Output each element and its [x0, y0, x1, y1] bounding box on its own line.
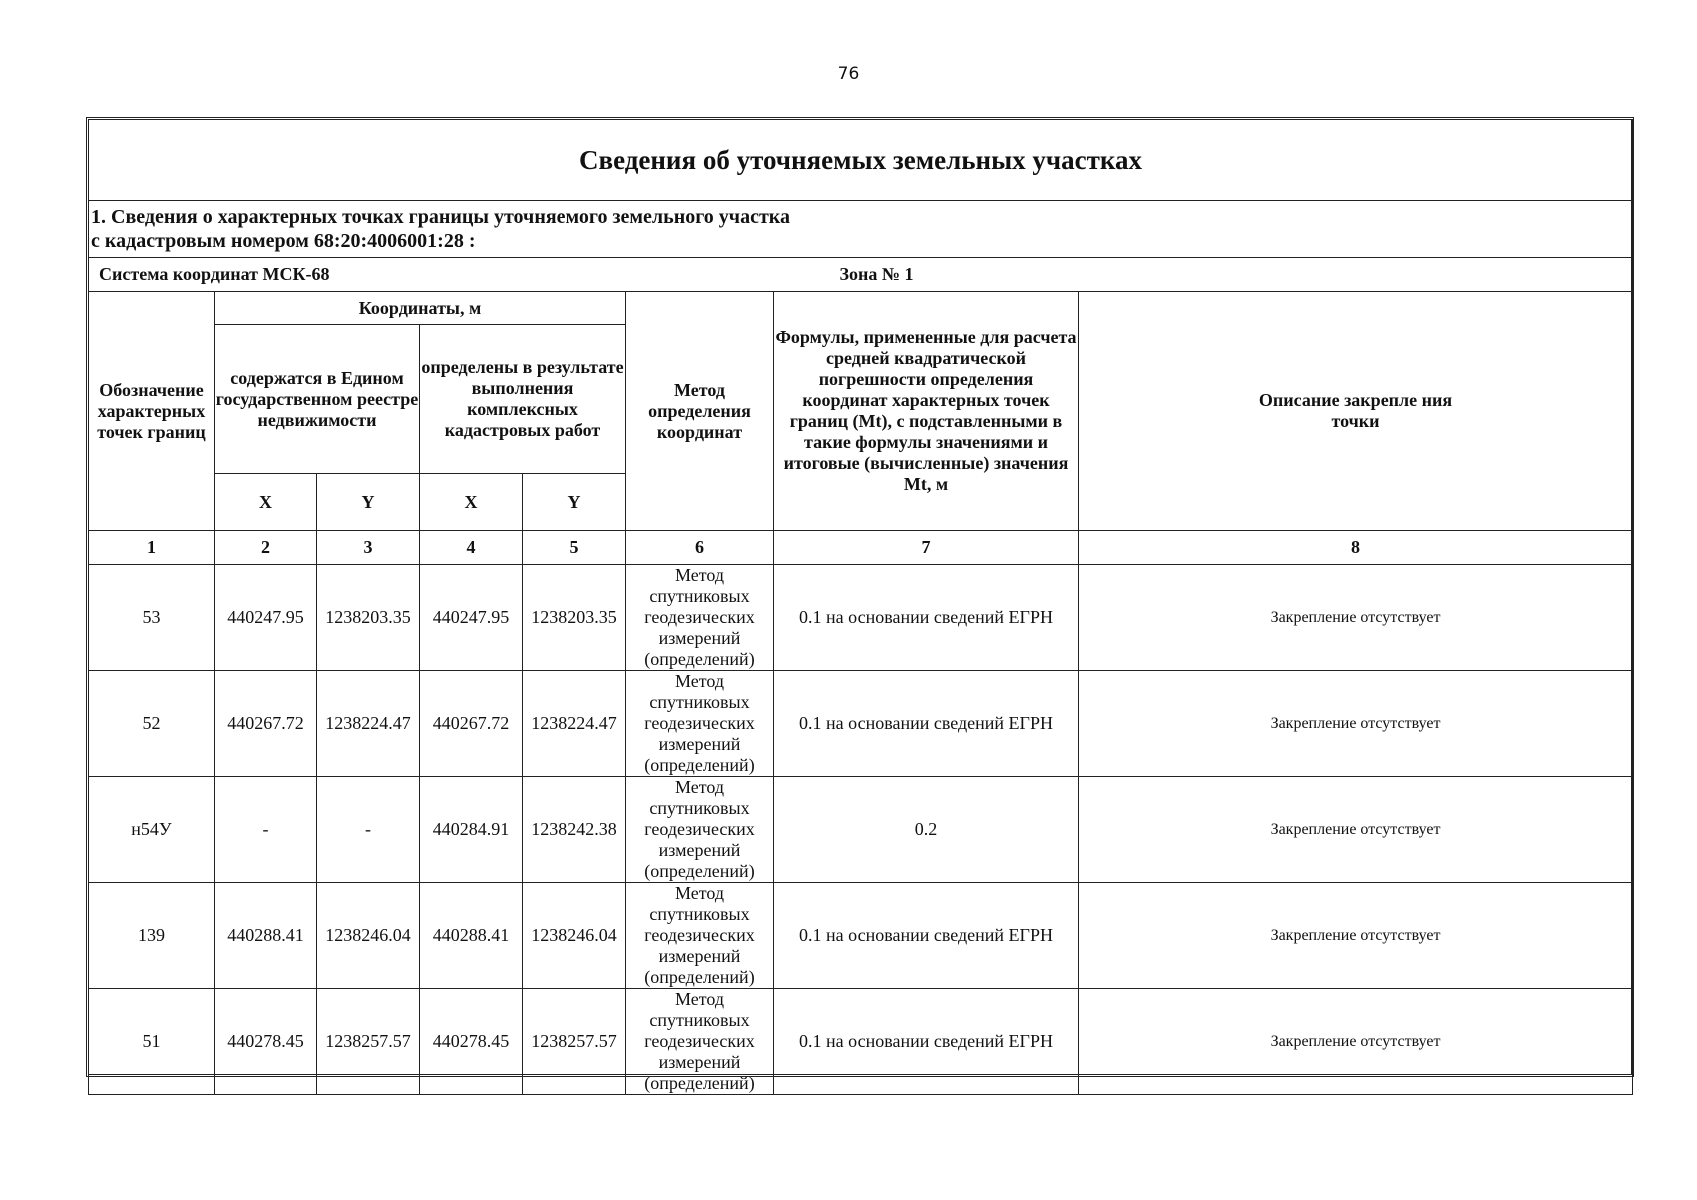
section-line-2: с кадастровым номером 68:20:4006001:28 : [91, 230, 476, 252]
zone-text: Зона № 1 [839, 264, 914, 284]
method-cell: Метод спутниковых геодезических измерений (определений) [626, 989, 774, 1095]
cadastral-y: 1238257.57 [523, 989, 626, 1095]
header-x-cadastral: X [420, 474, 523, 531]
cadastral-x: 440267.72 [420, 671, 523, 777]
header-description-text: Описание закрепле ния точки [1258, 390, 1453, 431]
registry-y: - [317, 777, 420, 883]
mt-value: 0.1 на основании сведений ЕГРН [774, 565, 1079, 671]
cadastral-y: 1238224.47 [523, 671, 626, 777]
header-cadastral: определены в результате выполнения комплексных кадастровых работ [420, 325, 626, 474]
method-cell: Метод спутниковых геодезических измерений (определений) [626, 565, 774, 671]
mt-value: 0.1 на основании сведений ЕГРН [774, 989, 1079, 1095]
column-number: 3 [317, 531, 420, 565]
point-description: Закрепление отсутствует [1079, 883, 1633, 989]
point-id: н54У [89, 777, 215, 883]
registry-x: 440278.45 [215, 989, 317, 1095]
registry-x: 440288.41 [215, 883, 317, 989]
section-line-1: 1. Сведения о характерных точках границы уточняемого земельного участка [91, 206, 791, 228]
point-id: 139 [89, 883, 215, 989]
document-title: Сведения об уточняемых земельных участках [89, 120, 1633, 201]
registry-x: 440267.72 [215, 671, 317, 777]
cadastral-x: 440278.45 [420, 989, 523, 1095]
page-number: 76 [837, 64, 860, 84]
registry-x: 440247.95 [215, 565, 317, 671]
mt-value: 0.1 на основании сведений ЕГРН [774, 883, 1079, 989]
mt-value: 0.1 на основании сведений ЕГРН [774, 671, 1079, 777]
point-description: Закрепление отсутствует [1079, 989, 1633, 1095]
column-number: 5 [523, 531, 626, 565]
column-number: 1 [89, 531, 215, 565]
cadastral-y: 1238203.35 [523, 565, 626, 671]
point-id: 53 [89, 565, 215, 671]
mt-value: 0.2 [774, 777, 1079, 883]
method-cell: Метод спутниковых геодезических измерений (определений) [626, 777, 774, 883]
method-cell: Метод спутниковых геодезических измерений (определений) [626, 883, 774, 989]
header-method: Метод определения координат [626, 292, 774, 531]
cadastral-x: 440284.91 [420, 777, 523, 883]
header-y-cadastral: Y [523, 474, 626, 531]
column-number: 6 [626, 531, 774, 565]
registry-y: 1238203.35 [317, 565, 420, 671]
table-frame [86, 117, 1634, 1077]
point-description: Закрепление отсутствует [1079, 565, 1633, 671]
cadastral-x: 440247.95 [420, 565, 523, 671]
header-point-designation: Обозначение характерных точек границ [89, 292, 215, 531]
method-cell: Метод спутниковых геодезических измерений (определений) [626, 671, 774, 777]
registry-x: - [215, 777, 317, 883]
column-number: 7 [774, 531, 1079, 565]
column-number: 2 [215, 531, 317, 565]
registry-y: 1238257.57 [317, 989, 420, 1095]
point-id: 51 [89, 989, 215, 1095]
header-formula: Формулы, примененные для расчета средней квадратической погрешности определения координат характерных точек границ (Mt), с подставленными в такие формулы значениями и итоговые (вычисленные) значения Mt, м [774, 292, 1079, 531]
coordinate-system: Система координат МСК-68 [89, 258, 774, 292]
registry-y: 1238246.04 [317, 883, 420, 989]
point-description: Закрепление отсутствует [1079, 777, 1633, 883]
cadastral-y: 1238246.04 [523, 883, 626, 989]
column-number: 8 [1079, 531, 1633, 565]
header-registry: содержатся в Едином государственном реестре недвижимости [215, 325, 420, 474]
header-x-registry: X [215, 474, 317, 531]
header-coordinates: Координаты, м [215, 292, 626, 325]
header-y-registry: Y [317, 474, 420, 531]
column-number: 4 [420, 531, 523, 565]
point-description: Закрепление отсутствует [1079, 671, 1633, 777]
point-id: 52 [89, 671, 215, 777]
registry-y: 1238224.47 [317, 671, 420, 777]
cadastral-x: 440288.41 [420, 883, 523, 989]
cadastral-y: 1238242.38 [523, 777, 626, 883]
